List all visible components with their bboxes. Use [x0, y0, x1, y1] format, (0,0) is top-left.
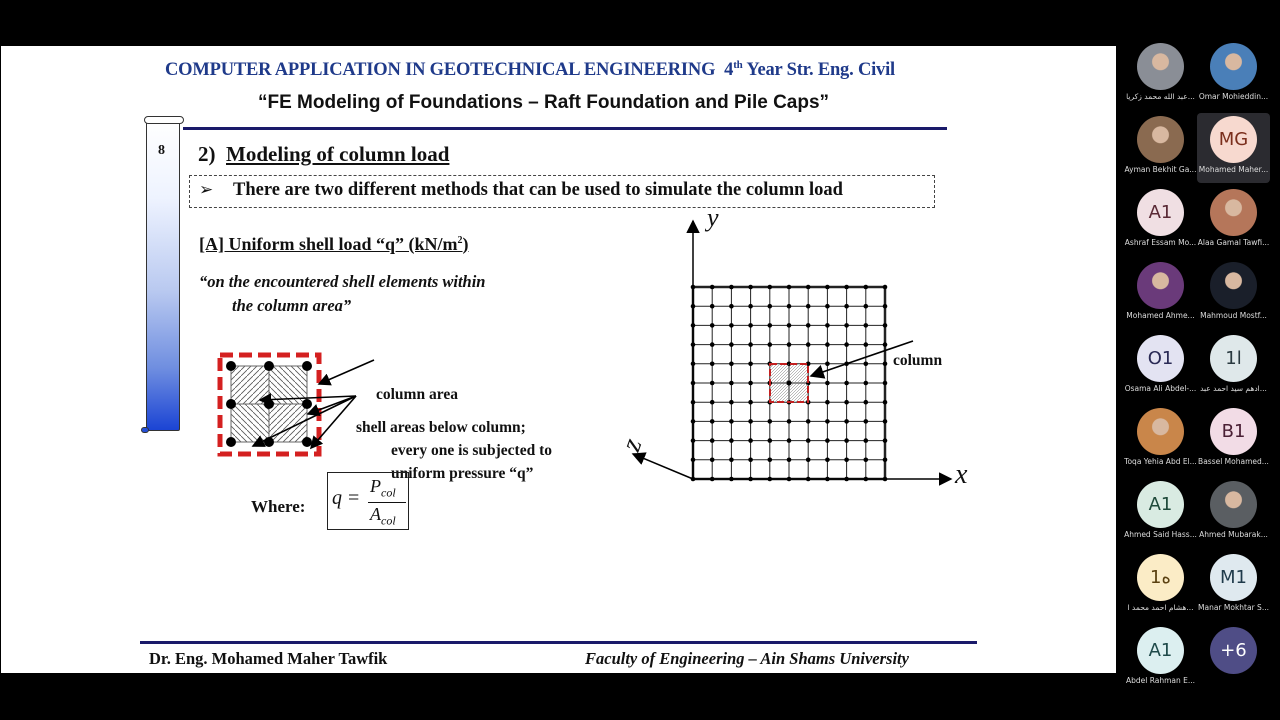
participant-tile[interactable]	[1197, 405, 1270, 475]
quote-text: the column area”	[232, 296, 352, 315]
shell-areas-label-line3: uniform pressure “q”	[391, 465, 534, 482]
participant-name: Mohamed Ahme...	[1126, 311, 1195, 320]
participant-tile[interactable]	[1124, 551, 1197, 621]
avatar	[1210, 189, 1257, 236]
participant-name: Mohamed Maher...	[1198, 165, 1269, 174]
footer-institution: Faculty of Engineering – Ain Shams University	[585, 649, 909, 668]
avatar: MG	[1210, 116, 1257, 163]
participant-tile[interactable]	[1197, 259, 1270, 329]
footer-divider	[140, 641, 977, 644]
participant-tile[interactable]	[1124, 113, 1197, 183]
x-axis-label: x	[955, 459, 968, 490]
participant-tile[interactable]	[1197, 478, 1270, 548]
participant-tile[interactable]	[1124, 186, 1197, 256]
participant-name: Osama Ali Abdel-...	[1124, 384, 1197, 393]
avatar: A1	[1137, 189, 1184, 236]
avatar	[1137, 116, 1184, 163]
column-label: column	[893, 352, 943, 369]
shell-areas-label-line2: every one is subjected to	[391, 442, 552, 459]
participant-tile[interactable]	[1197, 332, 1270, 402]
avatar	[1210, 481, 1257, 528]
participant-tile[interactable]	[1197, 186, 1270, 256]
avatar	[1137, 43, 1184, 90]
method-a-heading: [A] Uniform shell load “q” $(kN/m^2)$	[199, 234, 469, 254]
participant-name: Toqa Yehia Abd El...	[1124, 457, 1197, 466]
participant-name: Mahmoud Mostf...	[1200, 311, 1267, 320]
avatar: M1	[1210, 554, 1257, 601]
quote-text: “on the encountered shell elements within	[199, 272, 486, 291]
participant-tile[interactable]	[1124, 259, 1197, 329]
participant-tile[interactable]	[1124, 624, 1197, 694]
header-divider	[183, 127, 947, 130]
participant-tile[interactable]	[1197, 113, 1270, 183]
slide-number: 8	[158, 143, 165, 158]
pressure-formula: q = $P_{col}$ $A_{col}$	[327, 472, 409, 530]
where-label: Where:	[251, 497, 306, 516]
footer-author: Dr. Eng. Mohamed Maher Tawfik	[149, 649, 388, 668]
participant-name: ادهم سيد احمد عبد...	[1200, 384, 1267, 393]
avatar: +6	[1210, 627, 1257, 674]
participant-name: Ahmed Said Hass...	[1124, 530, 1197, 539]
slide-number-scroll	[141, 116, 182, 433]
more-participants-button[interactable]	[1197, 624, 1270, 694]
participant-name: Omar Mohieddin...	[1198, 92, 1269, 101]
bullet-arrow-icon: ➢	[199, 180, 214, 199]
column-area-diagram	[211, 346, 611, 482]
avatar	[1137, 262, 1184, 309]
participant-tile[interactable]	[1124, 405, 1197, 475]
avatar: A1	[1137, 481, 1184, 528]
participant-name: Bassel Mohamed...	[1198, 457, 1269, 466]
avatar: 1l	[1210, 335, 1257, 382]
section-heading: 2) Modeling of column load	[198, 142, 450, 166]
y-axis-label: y	[707, 203, 719, 232]
participant-name: Ayman Bekhit Ga...	[1124, 165, 1197, 174]
presentation-slide	[1, 46, 1116, 673]
participant-tile[interactable]	[1124, 478, 1197, 548]
participants-panel	[1124, 40, 1280, 720]
participant-name: عبد الله محمد زكريا...	[1126, 92, 1195, 101]
avatar: 1ه	[1137, 554, 1184, 601]
participant-tile[interactable]	[1197, 551, 1270, 621]
z-axis-label: z	[615, 434, 649, 456]
avatar: B1	[1210, 408, 1257, 455]
avatar	[1137, 408, 1184, 455]
participant-name: Ashraf Essam Mo...	[1124, 238, 1197, 247]
lecture-title: “FE Modeling of Foundations – Raft Foundation and Pile Caps”	[258, 92, 830, 113]
participant-tile[interactable]	[1124, 332, 1197, 402]
participant-tile[interactable]	[1197, 40, 1270, 110]
avatar: O1	[1137, 335, 1184, 382]
participant-tile[interactable]	[1124, 40, 1197, 110]
avatar: A1	[1137, 627, 1184, 674]
raft-mesh-diagram	[615, 203, 991, 501]
avatar	[1210, 262, 1257, 309]
avatar	[1210, 43, 1257, 90]
participant-name: Alaa Gamal Tawfi...	[1197, 238, 1270, 247]
shell-areas-label: shell areas below column;	[356, 419, 526, 436]
bullet-text: There are two different methods that can be used to simulate the column load	[233, 180, 843, 200]
bullet-box	[189, 175, 935, 208]
course-title: COMPUTER APPLICATION IN GEOTECHNICAL ENGINEERING 4th Year Str. Eng. Civil	[165, 59, 895, 81]
participant-name: Manar Mokhtar S...	[1198, 603, 1269, 612]
participant-name: Abdel Rahman E...	[1125, 676, 1196, 685]
participant-name: Ahmed Mubarak...	[1199, 530, 1268, 539]
column-area-label: column area	[376, 386, 458, 403]
participant-name: هشام احمد محمد ا...	[1127, 603, 1194, 612]
